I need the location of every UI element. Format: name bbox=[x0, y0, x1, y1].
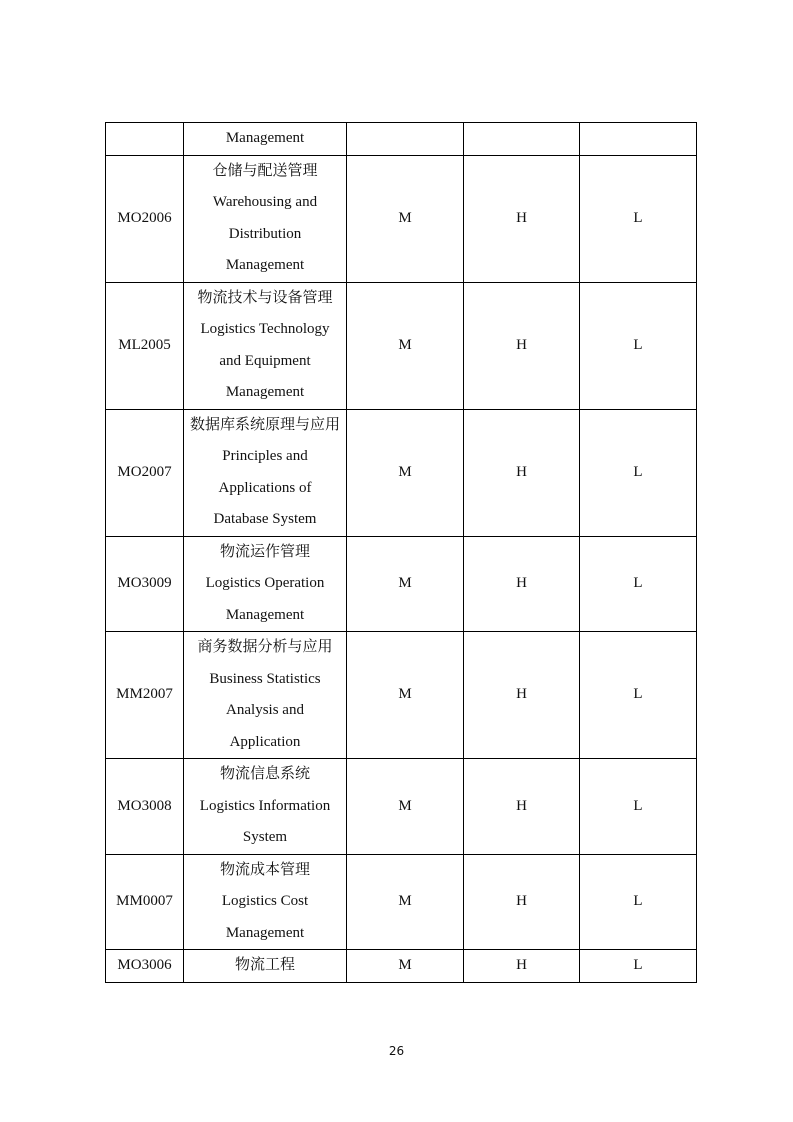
table-row bbox=[106, 123, 697, 156]
course-code-cell: MM2007 bbox=[106, 632, 184, 759]
course-name-line: Logistics Cost bbox=[221, 893, 309, 909]
course-code-cell: MO3006 bbox=[106, 950, 184, 983]
course-name-cell bbox=[184, 282, 347, 409]
support-level-cell-1: M bbox=[347, 759, 464, 855]
course-name-line: Logistics Information bbox=[199, 797, 331, 814]
course-table bbox=[105, 122, 697, 983]
support-level-cell-1: M bbox=[347, 409, 464, 536]
support-level-cell-1: M bbox=[347, 632, 464, 759]
course-code-cell: ML2005 bbox=[106, 282, 184, 409]
table-row bbox=[106, 854, 697, 950]
support-level-cell-1: M bbox=[347, 155, 464, 282]
course-name-line: 物流成本管理 bbox=[219, 861, 310, 878]
course-name-cell bbox=[184, 950, 347, 983]
course-name-line: Analysis and bbox=[226, 702, 304, 718]
support-level-cell-2: H bbox=[464, 632, 580, 759]
course-name-cell bbox=[184, 854, 347, 950]
course-name-line: 仓储与配送管理 bbox=[212, 162, 318, 179]
table-row bbox=[106, 950, 697, 983]
support-level-cell-2: H bbox=[464, 759, 580, 855]
support-level-cell-1 bbox=[347, 123, 464, 156]
course-table-body bbox=[106, 123, 697, 983]
course-code-cell: MO3009 bbox=[106, 536, 184, 632]
course-name-line: 物流运作管理 bbox=[219, 543, 310, 560]
course-code-cell: MO2007 bbox=[106, 409, 184, 536]
table-row bbox=[106, 632, 697, 759]
course-name-line: Management bbox=[225, 257, 305, 273]
course-name-line: 物流工程 bbox=[234, 957, 295, 973]
course-name-cell bbox=[184, 123, 347, 156]
course-name-line: Warehousing and bbox=[212, 194, 318, 210]
table-row bbox=[106, 759, 697, 855]
support-level-cell-2 bbox=[464, 123, 580, 156]
page-number: 26 bbox=[388, 1044, 405, 1058]
course-name-line: 商务数据分析与应用 bbox=[197, 639, 333, 655]
support-level-cell-2: H bbox=[464, 155, 580, 282]
support-level-cell-3: L bbox=[580, 155, 697, 282]
course-name-line: Logistics Technology bbox=[200, 321, 330, 337]
course-name-line: 物流技术与设备管理 bbox=[197, 289, 333, 306]
course-name-line: and Equipment bbox=[219, 352, 311, 369]
course-name-line: Database System bbox=[213, 511, 317, 527]
course-name-line: Management bbox=[225, 130, 305, 146]
support-level-cell-1: M bbox=[347, 950, 464, 983]
course-name-line: Management bbox=[225, 606, 305, 623]
support-level-cell-3: L bbox=[580, 282, 697, 409]
course-name-line: Application bbox=[229, 733, 301, 750]
course-name-line: 数据库系统原理与应用 bbox=[189, 416, 340, 433]
course-code-cell: MM0007 bbox=[106, 854, 184, 950]
support-level-cell-3: L bbox=[580, 759, 697, 855]
course-code-cell bbox=[106, 123, 184, 156]
course-name-line: Principles and bbox=[222, 448, 308, 464]
table-row bbox=[106, 282, 697, 409]
support-level-cell-2: H bbox=[464, 854, 580, 950]
course-name-line: Applications of bbox=[218, 479, 312, 496]
course-name-line: System bbox=[242, 829, 288, 845]
support-level-cell-3: L bbox=[580, 409, 697, 536]
course-name-line: Logistics Operation bbox=[205, 575, 325, 591]
course-name-line: Management bbox=[225, 384, 305, 400]
support-level-cell-2: H bbox=[464, 409, 580, 536]
course-code-cell: MO3008 bbox=[106, 759, 184, 855]
course-name-cell bbox=[184, 155, 347, 282]
support-level-cell-2: H bbox=[464, 950, 580, 983]
course-name-cell bbox=[184, 536, 347, 632]
support-level-cell-1: M bbox=[347, 854, 464, 950]
course-name-cell bbox=[184, 632, 347, 759]
table-row bbox=[106, 536, 697, 632]
support-level-cell-3: L bbox=[580, 632, 697, 759]
support-level-cell-3 bbox=[580, 123, 697, 156]
support-level-cell-3: L bbox=[580, 950, 697, 983]
support-level-cell-1: M bbox=[347, 282, 464, 409]
course-name-cell bbox=[184, 409, 347, 536]
course-name-cell bbox=[184, 759, 347, 855]
table-row bbox=[106, 409, 697, 536]
course-name-line: 物流信息系统 bbox=[219, 766, 310, 782]
support-level-cell-1: M bbox=[347, 536, 464, 632]
course-code-cell: MO2006 bbox=[106, 155, 184, 282]
course-name-line: Distribution bbox=[228, 225, 302, 242]
support-level-cell-3: L bbox=[580, 536, 697, 632]
support-level-cell-2: H bbox=[464, 282, 580, 409]
course-name-line: Management bbox=[225, 924, 305, 941]
support-level-cell-2: H bbox=[464, 536, 580, 632]
support-level-cell-3: L bbox=[580, 854, 697, 950]
course-name-line: Business Statistics bbox=[209, 670, 321, 687]
table-row bbox=[106, 155, 697, 282]
